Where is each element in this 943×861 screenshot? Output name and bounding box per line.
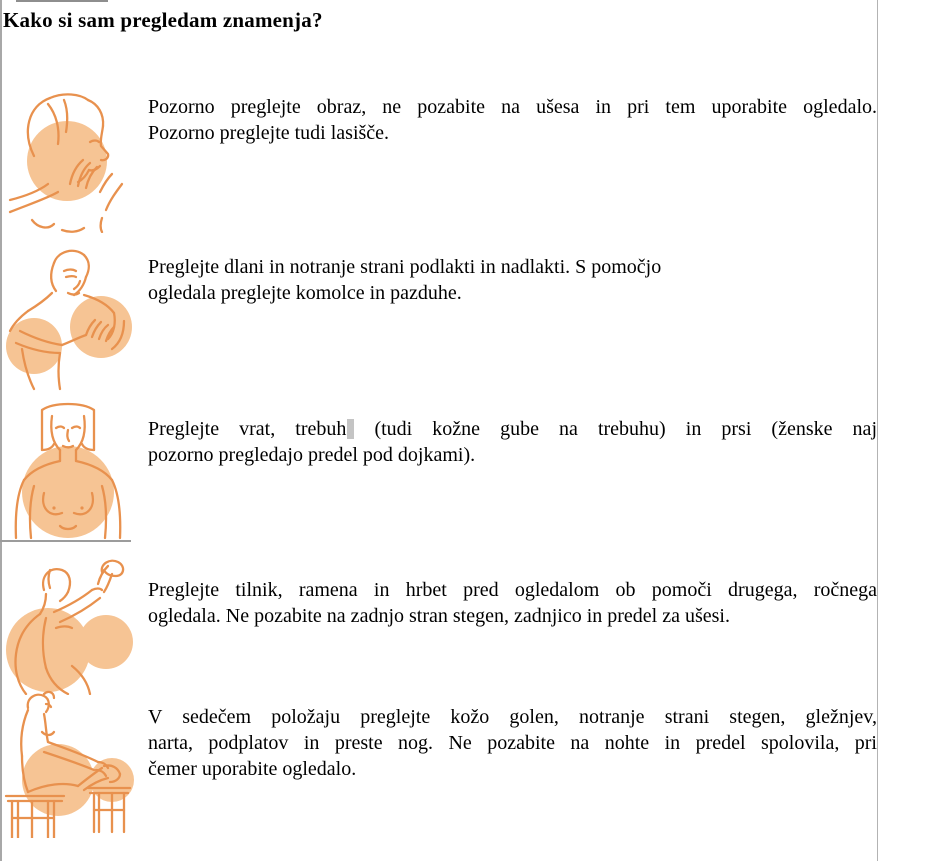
row-1-text[interactable] xyxy=(148,94,877,146)
face-exam-drawing-icon xyxy=(4,88,134,233)
row-2-text[interactable] xyxy=(148,254,877,306)
row-3-line-1-after-cursor: (tudi kožne gube na trebuhu) in prsi (ženske naj xyxy=(374,418,877,440)
text-cursor-highlight xyxy=(347,419,354,439)
row-3-line-1 xyxy=(148,416,877,442)
cell-border-line xyxy=(0,540,131,542)
row-5-line-1: V sedečem položaju preglejte kožo golen, notranje strani stegen, gležnjev, xyxy=(148,706,877,728)
arms-and-palms-illustration xyxy=(4,243,134,391)
neck-belly-chest-illustration xyxy=(4,398,132,540)
row-3-line-2: pozorno pregledajo predel pod dojkami). xyxy=(148,444,476,466)
row-5-line-2: narta, podplatov in preste nog. Ne pozabite na nohte in predel spolovila, pri xyxy=(148,732,877,754)
top-edge-line xyxy=(16,0,108,2)
torso-exam-drawing-icon xyxy=(4,398,132,540)
row-1-line-2: Pozorno preglejte tudi lasišče. xyxy=(148,122,390,144)
right-border-line xyxy=(877,0,878,861)
row-3-text[interactable] xyxy=(148,416,877,468)
row-4-line-2: ogledala. Ne pozabite na zadnjo stran stegen, zadnjico in predel za ušesi. xyxy=(148,605,730,627)
row-2-line-2: ogledala preglejte komolce in pazduhe. xyxy=(148,282,462,304)
back-with-mirror-illustration xyxy=(0,558,135,695)
page-title: Kako si sam pregledam znamenja? xyxy=(3,8,323,32)
face-and-scalp-illustration xyxy=(4,88,134,233)
back-exam-drawing-icon xyxy=(0,558,135,695)
row-1-line-1: Pozorno preglejte obraz, ne pozabite na ušesa in pri tem uporabite ogledalo. xyxy=(148,96,877,118)
row-4-line-1: Preglejte tilnik, ramena in hrbet pred ogledalom ob pomoči drugega, ročnega xyxy=(148,579,877,601)
row-4-text[interactable] xyxy=(148,577,877,629)
row-2-line-1: Preglejte dlani in notranje strani podlakti in nadlakti. S pomočjo xyxy=(148,256,662,278)
row-5-line-3: čemer uporabite ogledalo. xyxy=(148,758,357,780)
legs-feet-exam-drawing-icon xyxy=(0,690,135,838)
row-3-line-1-before-cursor: Preglejte vrat, trebuh xyxy=(148,418,347,440)
seated-legs-feet-illustration xyxy=(0,690,135,838)
row-5-text[interactable] xyxy=(148,704,877,782)
arm-exam-drawing-icon xyxy=(4,243,134,391)
